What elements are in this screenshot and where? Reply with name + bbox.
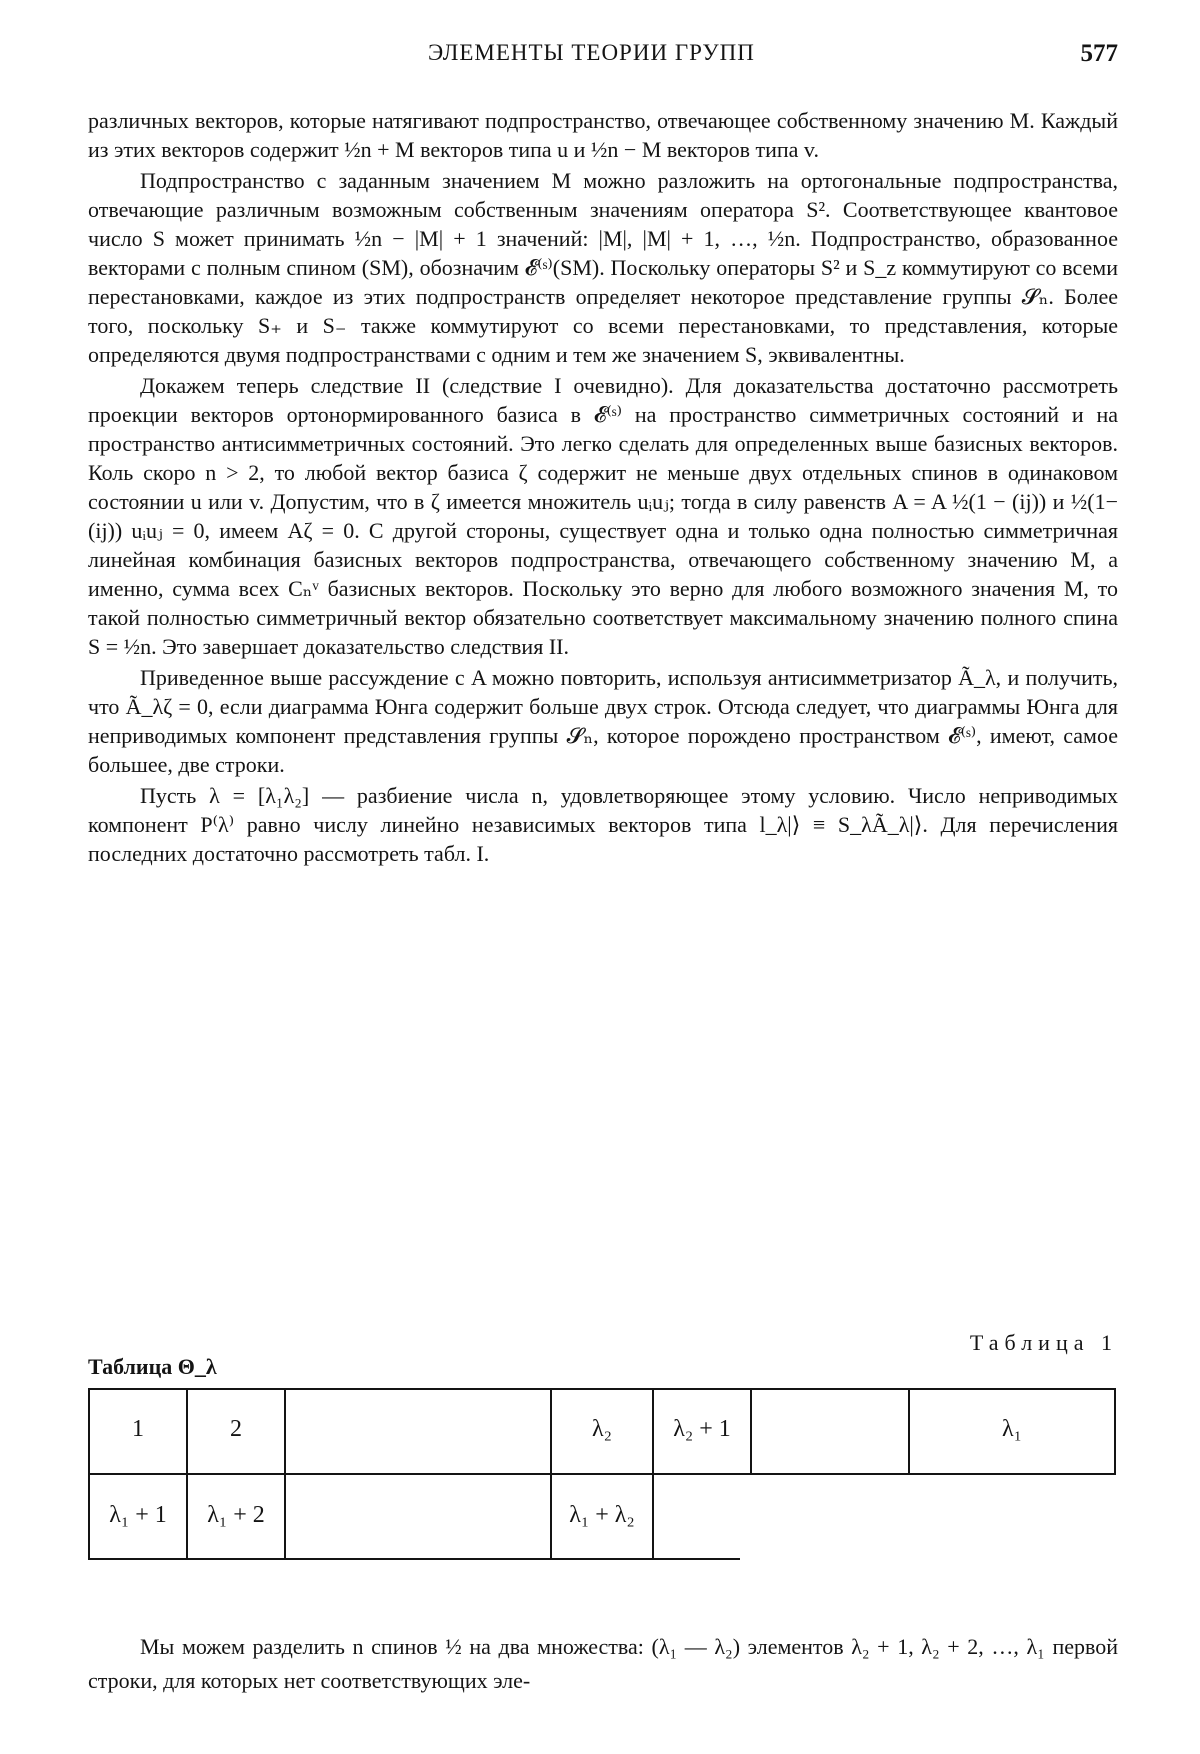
young-tableau — [88, 1388, 1116, 1558]
table-vline — [186, 1388, 188, 1560]
paragraph-3: Докажем теперь следствие II (следствие I очевидно). Для доказательства достаточно рассмотреть проекции векторов ортонормированного базиса в 𝓔⁽ˢ⁾ на пространство симметричных состояний и на пространство антисимметричных состояний. Это легко сделать для определенных выше базисных векторов. Коль скоро n > 2, то любой вектор базиса ζ содержит не меньше двух отдельных спинов в одинаковом состоянии u или v. Допустим, что в ζ имеется множитель uᵢuⱼ; тогда в силу равенств A = A ½(1 − (ij)) и ½(1−(ij)) uᵢuⱼ = 0, имеем Aζ = 0. С другой стороны, существует одна и только одна полностью симметричная линейная комбинация базисных векторов подпространства, отвечающего собственному значению M, а именно, сумма всех Cₙᵛ базисных векторов. Поскольку это верно для любого возможного значения M, то такой полностью симметричный вектор обязательно соответствует максимальному значению полного спина S = ½n. Это завершает доказательство следствия II. — [88, 373, 1118, 659]
page-header — [88, 40, 1118, 80]
paragraph-1: различных векторов, которые натягивают подпространство, отвечающее собственному значению M. Каждый из этих векторов содержит ½n + M векторов типа u и ½n − M векторов типа v. — [88, 108, 1118, 162]
table-vline — [284, 1388, 286, 1560]
tableau-cell: λ₁ + λ₂ — [569, 1502, 635, 1528]
paragraph-4: Приведенное выше рассуждение с A можно повторить, используя антисимметризатор Ã_λ, и получить, что Ã_λζ = 0, если диаграмма Юнга содержит больше двух строк. Отсюда следует, что диаграммы Юнга для неприводимых компонент представления группы 𝓢ₙ, которое порождено пространством 𝓔⁽ˢ⁾, имеют, самое большее, две строки. — [88, 665, 1118, 777]
table-vline — [750, 1388, 752, 1475]
page-number: 577 — [1080, 40, 1118, 67]
paragraph-6: Мы можем разделить n спинов ½ на два множества: (λ₁ — λ₂) элементов λ₂ + 1, λ₂ + 2, …, λ₁ первой строки, для которых нет соответствующих эле- — [88, 1634, 1118, 1693]
tableau-cell: λ₂ — [591, 1416, 612, 1442]
paragraph-5: Пусть λ = [λ₁λ₂] — разбиение числа n, удовлетворяющее этому условию. Число неприводимых компонент P⁽λ⁾ равно числу линейно независимых векторов типа l_λ|⟩ ≡ S_λÃ_λ|⟩. Для перечисления последних достаточно рассмотреть табл. I. — [88, 783, 1118, 866]
tableau-cell: 1 — [132, 1416, 144, 1442]
closing-text — [88, 1630, 1118, 1698]
table-vline — [652, 1388, 654, 1560]
table-vline — [1114, 1388, 1116, 1475]
table-rule-middle — [88, 1473, 1116, 1475]
table-rule-top — [88, 1388, 1116, 1390]
tableau-cell: λ₂ + 1 — [673, 1416, 731, 1442]
tableau-cell: 2 — [230, 1416, 242, 1442]
table-vline — [550, 1388, 552, 1560]
paragraph-2: Подпространство с заданным значением M можно разложить на ортогональные подпространства, отвечающие различным возможным собственным значениям оператора S². Соответствующее квантовое число S может принимать ½n − |M| + 1 значений: |M|, |M| + 1, …, ½n. Подпространство, образованное векторами с полным спином (SM), обозначим 𝓔⁽ˢ⁾(SM). Поскольку операторы S² и S_z коммутируют со всеми перестановками, каждое из этих подпространств определяет некоторое представление группы 𝓢ₙ. Более того, поскольку S₊ и S₋ также коммутируют со всеми перестановками, то представления, которые определяются двумя подпространствами с одним и тем же значением S, эквивалентны. — [88, 168, 1118, 367]
tableau-cell: λ₁ + 1 — [109, 1502, 167, 1528]
table-vline — [88, 1388, 90, 1560]
body-text — [88, 106, 1118, 870]
table-title: Таблица Θ_λ — [88, 1354, 217, 1379]
tableau-cell: λ₁ — [1001, 1416, 1022, 1442]
running-head: ЭЛЕМЕНТЫ ТЕОРИИ ГРУПП — [428, 40, 755, 65]
tableau-cell: λ₁ + 2 — [207, 1502, 265, 1528]
table-caption: Таблица 1 — [969, 1330, 1118, 1355]
